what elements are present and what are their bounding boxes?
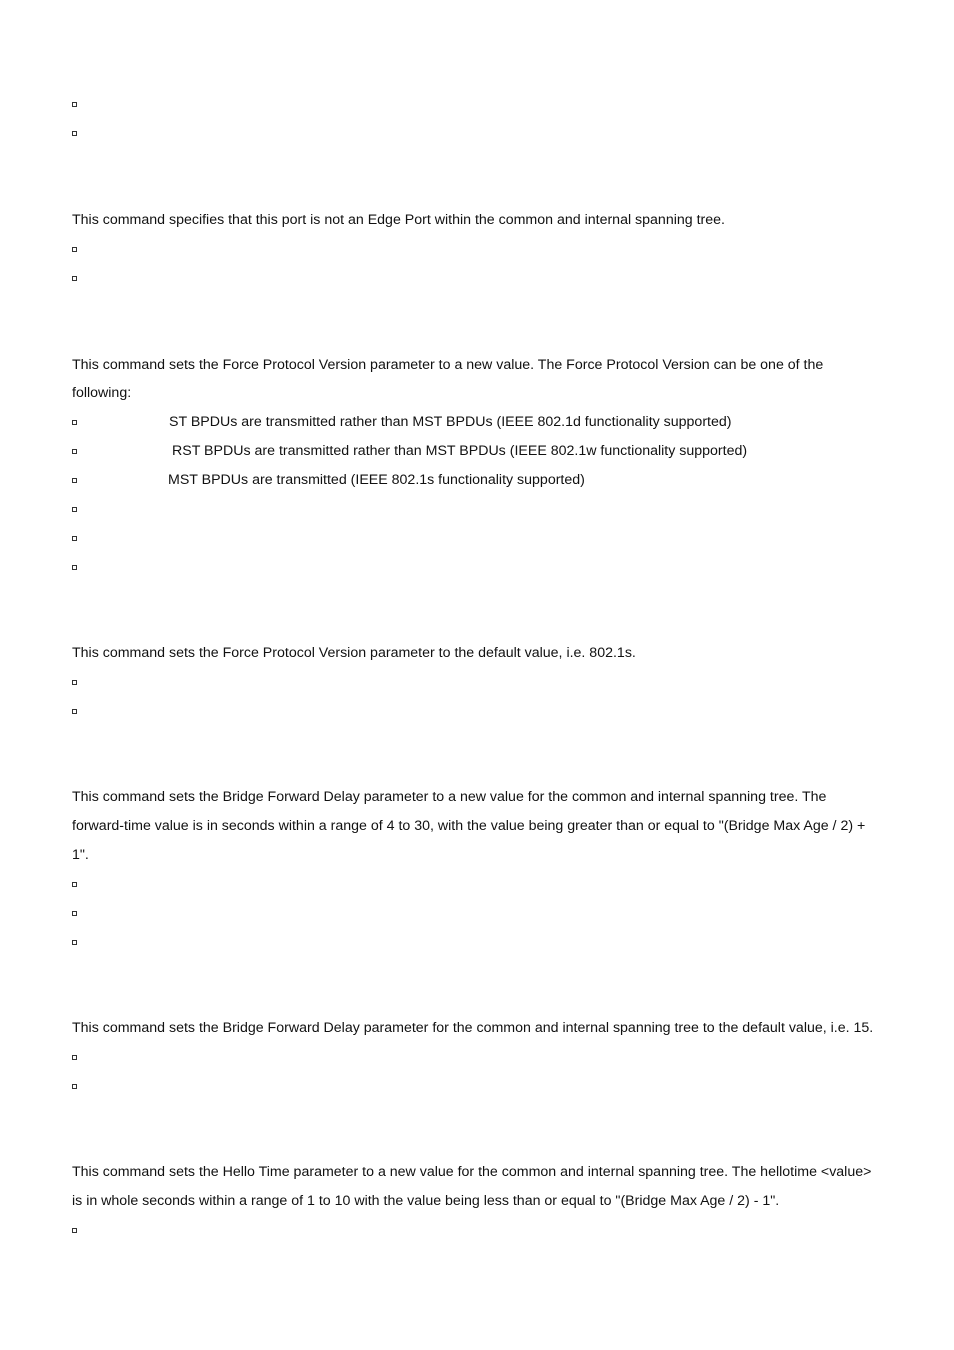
- bullet-marker: [72, 124, 78, 142]
- paragraph-text: This command sets the Force Protocol Version parameter to the default value, i.e. 802.1s.: [72, 645, 636, 661]
- paragraph-text: This command specifies that this port is not an Edge Port within the common and internal spanning tree.: [72, 212, 725, 228]
- bullet-marker: [72, 95, 78, 113]
- bullet-marker: [72, 413, 78, 431]
- bullet-marker: [72, 702, 78, 720]
- bullet-marker: [72, 1077, 78, 1095]
- bullet-marker: [72, 558, 78, 576]
- bullet-marker: [72, 442, 78, 460]
- paragraph-text: 1".: [72, 847, 89, 863]
- paragraph-text: This command sets the Force Protocol Version parameter to a new value. The Force Protocol Version can be one of the: [72, 357, 824, 373]
- bullet-marker: [72, 529, 78, 547]
- bullet-marker: [72, 673, 78, 691]
- option-text: MST BPDUs are transmitted (IEEE 802.1s functionality supported): [168, 472, 585, 488]
- bullet-marker: [72, 1048, 78, 1066]
- paragraph-text: This command sets the Bridge Forward Delay parameter for the common and internal spanning tree to the default value, i.e. 15.: [72, 1020, 874, 1036]
- bullet-marker: [72, 240, 78, 258]
- paragraph-text: following:: [72, 385, 132, 401]
- paragraph-text: This command sets the Hello Time parameter to a new value for the common and internal spanning tree. The hellotime <value>: [72, 1164, 872, 1180]
- option-text: ST BPDUs are transmitted rather than MST BPDUs (IEEE 802.1d functionality supported): [169, 414, 732, 430]
- bullet-marker: [72, 1221, 78, 1239]
- paragraph-text: This command sets the Bridge Forward Delay parameter to a new value for the common and internal spanning tree. The: [72, 789, 827, 805]
- bullet-marker: [72, 904, 78, 922]
- bullet-marker: [72, 933, 78, 951]
- option-text: RST BPDUs are transmitted rather than MST BPDUs (IEEE 802.1w functionality supported): [172, 443, 748, 459]
- bullet-marker: [72, 875, 78, 893]
- bullet-marker: [72, 269, 78, 287]
- paragraph-text: is in whole seconds within a range of 1 to 10 with the value being less than or equal to "(Bridge Max Age / 2) - 1".: [72, 1193, 780, 1209]
- bullet-marker: [72, 500, 78, 518]
- bullet-marker: [72, 471, 78, 489]
- paragraph-text: forward-time value is in seconds within a range of 4 to 30, with the value being greater than or equal to "(Bridge Max Age / 2) +: [72, 818, 866, 834]
